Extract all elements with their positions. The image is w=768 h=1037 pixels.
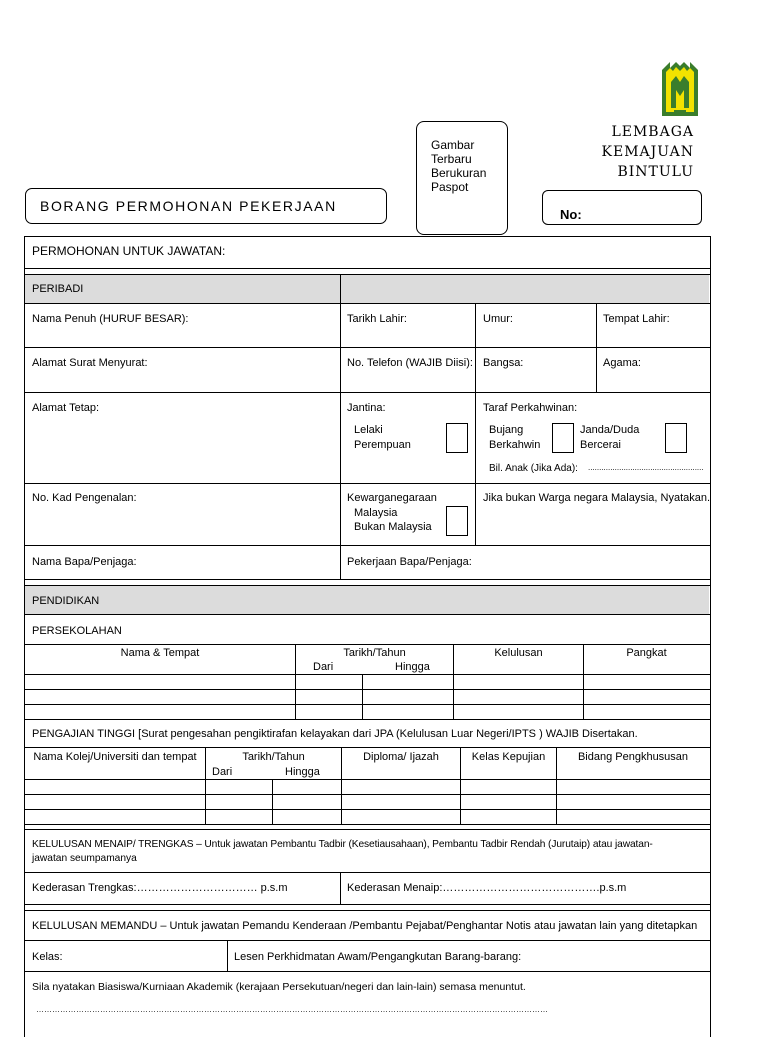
higher-col-to: Hingga	[285, 766, 320, 778]
reference-number-label: No:	[560, 207, 582, 222]
school-col-name-place: Nama & Tempat	[120, 647, 200, 659]
marital-married-checkbox[interactable]	[552, 438, 574, 453]
higher-col-diploma: Diploma/ Ijazah	[363, 751, 439, 763]
phone-field[interactable]: No. Telefon (WAJIB Diisi):	[347, 357, 473, 369]
school-col-date-year: Tarikh/Tahun	[343, 647, 406, 659]
citizen-non-malaysia-label: Bukan Malaysia	[354, 521, 432, 533]
marital-single-checkbox[interactable]	[552, 423, 574, 439]
section-band-education	[25, 585, 709, 614]
marital-married-label: Berkahwin	[489, 439, 541, 451]
reference-number-box[interactable]	[542, 190, 702, 225]
citizen-non-malaysia-checkbox[interactable]	[446, 521, 468, 536]
agency-line: LEMBAGA	[611, 124, 694, 140]
section-band-personal	[25, 274, 709, 303]
father-occupation-field[interactable]: Pekerjaan Bapa/Penjaga:	[347, 556, 472, 568]
citizen-malaysia-checkbox[interactable]	[446, 506, 468, 522]
citizenship-label: Kewarganegaraan	[347, 492, 437, 504]
father-name-field[interactable]: Nama Bapa/Penjaga:	[32, 556, 137, 568]
photo-line: Berukuran	[431, 166, 487, 180]
form-title-box	[25, 188, 387, 224]
mailing-address-field[interactable]: Alamat Surat Menyurat:	[32, 357, 148, 369]
gender-male-checkbox[interactable]	[446, 423, 468, 439]
license-class-field[interactable]: Kelas:	[32, 951, 63, 963]
gender-female-label: Perempuan	[354, 439, 411, 451]
higher-col-college: Nama Kolej/Universiti dan tempat	[33, 751, 197, 763]
marital-widowed-label: Janda/Duda	[580, 424, 640, 436]
agency-line: BINTULU	[617, 164, 694, 180]
higher-col-from: Dari	[212, 766, 233, 778]
full-name-field[interactable]: Nama Penuh (HURUF BESAR):	[32, 313, 189, 325]
higher-col-date-year: Tarikh/Tahun	[242, 751, 305, 763]
driving-qualification-note: KELULUSAN MEMANDU – Untuk jawatan Pemandu Kenderaan /Pembantu Pejabat/Penghantar Notis atau jawatan lain yang ditetapkan	[32, 920, 698, 932]
agency-line: KEMAJUAN	[601, 144, 694, 160]
section-heading-education: PENDIDIKAN	[32, 595, 100, 607]
higher-education-heading: PENGAJIAN TINGGI [Surat pengesahan pengiktirafan kelayakan dari JPA (Kelulusan Luar Negeri/IPTS ) WAJIB Disertakan.	[32, 728, 638, 740]
shorthand-speed-field[interactable]: Kederasan Trengkas:…………………………… p.s.m	[32, 882, 288, 894]
marital-single-label: Bujang	[489, 424, 524, 436]
typing-speed-field[interactable]: Kederasan Menaip:…………………………………….p.s.m	[347, 882, 627, 894]
photo-line: Paspot	[431, 180, 469, 194]
agency-logo-icon	[660, 58, 700, 118]
age-field[interactable]: Umur:	[483, 313, 513, 325]
marital-divorced-label: Bercerai	[580, 439, 621, 451]
religion-field[interactable]: Agama:	[603, 357, 641, 369]
section-heading-personal: PERIBADI	[32, 283, 84, 295]
scholarship-field[interactable]: …………………………………………………………………………………………………………………………………………………………………………	[36, 1005, 548, 1014]
permanent-address-field[interactable]: Alamat Tetap:	[32, 402, 100, 414]
children-count-field[interactable]: ....................................................	[588, 463, 704, 472]
typing-qualification-note: KELULUSAN MENAIP/ TRENGKAS – Untuk jawatan Pembantu Tadbir (Kesetiausahaan), Pembantu Tadbir Rendah (Jurutaip) atau jawatan-	[32, 839, 653, 850]
school-col-grade: Pangkat	[626, 647, 667, 659]
marital-widowed-checkbox[interactable]	[665, 423, 687, 439]
gender-label: Jantina:	[347, 402, 386, 414]
gender-female-checkbox[interactable]	[446, 438, 468, 453]
school-col-qualification: Kelulusan	[494, 647, 543, 659]
position-applied-label: PERMOHONAN UNTUK JAWATAN:	[32, 244, 226, 258]
psv-license-field[interactable]: Lesen Perkhidmatan Awam/Pengangkutan Barang-barang:	[234, 951, 522, 963]
gender-male-label: Lelaki	[354, 424, 383, 436]
form-title: BORANG PERMOHONAN PEKERJAAN	[40, 198, 337, 214]
school-col-from: Dari	[313, 661, 334, 673]
children-count-label: Bil. Anak (Jika Ada):	[489, 463, 578, 474]
photo-line: Gambar	[431, 138, 475, 152]
birthplace-field[interactable]: Tempat Lahir:	[603, 313, 670, 325]
schooling-heading: PERSEKOLAHAN	[32, 625, 122, 637]
scholarship-note: Sila nyatakan Biasiswa/Kurniaan Akademik (kerajaan Persekutuan/negeri dan lain-lain) semasa menuntut.	[32, 981, 526, 993]
agency-name	[570, 122, 694, 182]
non-citizen-note-field[interactable]: Jika bukan Warga negara Malaysia, Nyatakan.	[483, 492, 711, 504]
photo-line: Terbaru	[431, 152, 472, 166]
photo-instructions	[431, 138, 503, 194]
marital-divorced-checkbox[interactable]	[665, 438, 687, 453]
higher-col-class: Kelas Kepujian	[471, 751, 546, 763]
ic-number-field[interactable]: No. Kad Pengenalan:	[32, 492, 137, 504]
passport-photo-box[interactable]	[416, 121, 508, 235]
race-field[interactable]: Bangsa:	[483, 357, 524, 369]
typing-qualification-note-cont: jawatan seumpamanya	[32, 853, 137, 864]
marital-status-label: Taraf Perkahwinan:	[483, 402, 578, 414]
school-col-to: Hingga	[395, 661, 430, 673]
citizen-malaysia-label: Malaysia	[354, 507, 398, 519]
higher-col-field: Bidang Pengkhususan	[577, 751, 689, 763]
dob-field[interactable]: Tarikh Lahir:	[347, 313, 407, 325]
